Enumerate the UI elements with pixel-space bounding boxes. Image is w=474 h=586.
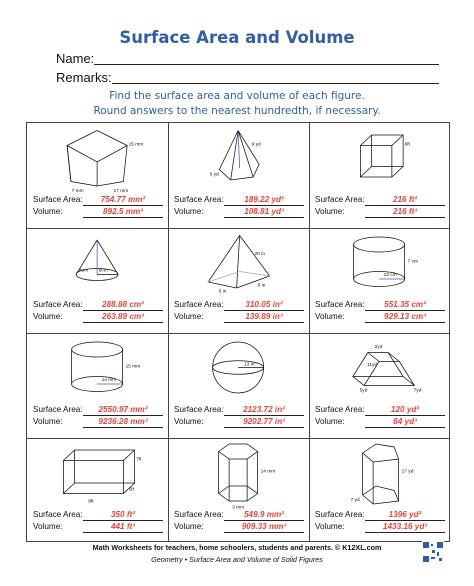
svg-text:13 in: 13 in xyxy=(244,362,255,368)
svg-text:17 mm: 17 mm xyxy=(113,189,129,194)
volume-answer[interactable]: 139.89 in³ xyxy=(224,312,304,323)
svg-text:11yd: 11yd xyxy=(367,363,378,368)
qr-code-icon xyxy=(422,541,444,563)
surface-area-label: Surface Area: xyxy=(33,510,83,519)
volume-answer[interactable]: 9202.77 in³ xyxy=(224,417,304,428)
problem-cell xyxy=(168,228,309,333)
surface-area-label: Surface Area: xyxy=(33,405,83,414)
svg-text:20 in: 20 in xyxy=(254,252,266,257)
surface-area-row xyxy=(315,195,418,204)
surface-area-row xyxy=(174,510,285,519)
surface-area-label: Surface Area: xyxy=(315,405,365,414)
svg-text:9ft: 9ft xyxy=(88,499,94,505)
cylinder-figure xyxy=(309,228,450,303)
volume-answer[interactable]: 892.5 mm³ xyxy=(83,207,163,218)
volume-label: Volume: xyxy=(315,312,345,321)
svg-text:9 yd: 9 yd xyxy=(251,142,261,148)
surface-area-label: Surface Area: xyxy=(174,405,224,414)
surface-area-row xyxy=(315,510,422,519)
svg-text:14 mm: 14 mm xyxy=(260,469,276,475)
volume-answer[interactable]: 9236.28 mm³ xyxy=(83,417,163,428)
surface-area-row xyxy=(33,510,136,519)
volume-row xyxy=(174,207,284,216)
volume-answer[interactable]: 909.33 mm³ xyxy=(224,522,304,533)
surface-area-label: Surface Area: xyxy=(174,510,224,519)
svg-text:6ft: 6ft xyxy=(404,142,410,148)
volume-label: Volume: xyxy=(33,417,63,426)
surface-area-answer[interactable]: 551.35 cm² xyxy=(365,300,445,311)
volume-answer[interactable]: 84 yd³ xyxy=(365,417,445,428)
svg-text:4cm: 4cm xyxy=(79,268,89,274)
remarks-label: Remarks: xyxy=(56,70,112,85)
surface-area-answer[interactable]: 549.9 mm² xyxy=(224,510,304,521)
surface-area-answer[interactable]: 754.77 mm² xyxy=(83,195,163,206)
svg-text:3 mm: 3 mm xyxy=(232,505,245,511)
problem-cell xyxy=(309,333,450,438)
surface-area-answer[interactable]: 216 ft² xyxy=(365,195,445,206)
surface-area-label: Surface Area: xyxy=(174,195,224,204)
svg-text:2yd: 2yd xyxy=(374,345,383,350)
svg-text:7yd: 7yd xyxy=(413,388,422,394)
surface-area-row xyxy=(174,300,283,309)
remarks-field[interactable] xyxy=(56,70,112,85)
surface-area-row xyxy=(33,300,144,309)
volume-label: Volume: xyxy=(315,522,345,531)
surface-area-answer[interactable]: 350 ft² xyxy=(83,510,163,521)
volume-row xyxy=(174,312,283,321)
svg-text:5yd: 5yd xyxy=(359,388,368,394)
volume-answer[interactable]: 108.81 yd³ xyxy=(224,207,304,218)
volume-label: Volume: xyxy=(174,417,204,426)
volume-row xyxy=(315,207,418,216)
footer-line-1: Math Worksheets for teachers, home schoolers, students and parents. © K12XL.com xyxy=(92,543,382,552)
volume-label: Volume: xyxy=(33,312,63,321)
problem-cell xyxy=(27,333,168,438)
volume-row xyxy=(33,312,144,321)
volume-row xyxy=(315,312,426,321)
problem-cell xyxy=(168,333,309,438)
surface-area-answer[interactable]: 2123.72 in² xyxy=(224,405,304,416)
svg-text:5 in: 5 in xyxy=(257,283,266,289)
svg-text:7 mm: 7 mm xyxy=(71,189,84,194)
problem-cell xyxy=(309,228,450,333)
svg-text:5ft: 5ft xyxy=(128,487,134,493)
volume-label: Volume: xyxy=(315,417,345,426)
surface-area-answer[interactable]: 189.22 yd² xyxy=(224,195,304,206)
volume-row xyxy=(315,417,417,426)
volume-answer[interactable]: 441 ft³ xyxy=(83,522,163,533)
cone-figure xyxy=(27,228,168,303)
pentagonal-pyramid-figure xyxy=(168,123,309,198)
footer-line-2: Geometry • Surface Area and Volume of Solid Figures xyxy=(151,555,323,564)
surface-area-answer[interactable]: 1396 yd² xyxy=(365,510,445,521)
volume-label: Volume: xyxy=(174,522,204,531)
surface-area-answer[interactable]: 120 yd² xyxy=(365,405,445,416)
svg-text:15 mm: 15 mm xyxy=(125,364,141,370)
surface-area-answer[interactable]: 288.88 cm² xyxy=(83,300,163,311)
volume-answer[interactable]: 1433.16 yd³ xyxy=(365,522,445,533)
surface-area-row xyxy=(33,405,148,414)
svg-text:7 yd: 7 yd xyxy=(350,498,360,503)
triangular-prism-figure xyxy=(27,123,168,198)
sphere-figure xyxy=(168,333,309,408)
volume-answer[interactable]: 216 ft³ xyxy=(365,207,445,218)
problem-cell xyxy=(168,123,309,228)
volume-answer[interactable]: 929.13 cm³ xyxy=(365,312,445,323)
surface-area-answer[interactable]: 310.05 in² xyxy=(224,300,304,311)
trapezoidal-prism-figure xyxy=(309,333,450,408)
surface-area-row xyxy=(315,405,420,414)
instruction-line-2: Round answers to the nearest hundredth, if necessary. xyxy=(93,105,381,117)
surface-area-label: Surface Area: xyxy=(315,510,365,519)
surface-area-label: Surface Area: xyxy=(315,300,365,309)
volume-label: Volume: xyxy=(33,207,63,216)
volume-label: Volume: xyxy=(174,312,204,321)
svg-text:7 cm: 7 cm xyxy=(407,259,419,265)
problem-grid xyxy=(26,122,450,542)
surface-area-row xyxy=(174,195,284,204)
volume-row xyxy=(33,417,148,426)
surface-area-label: Surface Area: xyxy=(33,300,83,309)
surface-area-row xyxy=(315,300,426,309)
volume-row xyxy=(33,522,136,531)
svg-text:7ft: 7ft xyxy=(136,457,142,463)
volume-row xyxy=(174,522,287,531)
pentagonal-prism-figure xyxy=(309,438,450,513)
surface-area-row xyxy=(174,405,285,414)
problem-cell xyxy=(168,438,309,543)
volume-answer[interactable]: 263.89 cm³ xyxy=(83,312,163,323)
rectangular-prism-figure xyxy=(27,438,168,513)
volume-label: Volume: xyxy=(33,522,63,531)
dim-label: 15 mm xyxy=(128,142,144,148)
svg-text:14 mm: 14 mm xyxy=(101,378,117,383)
hexagonal-prism-figure xyxy=(168,438,309,513)
square-pyramid-figure xyxy=(168,228,309,303)
surface-area-answer[interactable]: 2550.97 mm² xyxy=(83,405,163,416)
surface-area-label: Surface Area: xyxy=(33,195,83,204)
problem-cell xyxy=(27,228,168,333)
svg-text:13 cm: 13 cm xyxy=(383,273,397,278)
problem-cell xyxy=(27,438,168,543)
svg-text:6 yd: 6 yd xyxy=(209,172,219,178)
svg-text:17 yd: 17 yd xyxy=(401,469,414,475)
instruction-line-1: Find the surface area and volume of each figure. xyxy=(109,90,365,102)
volume-row xyxy=(33,207,144,216)
volume-label: Volume: xyxy=(315,207,345,216)
svg-text:6cm: 6cm xyxy=(98,268,108,274)
problem-cell xyxy=(27,123,168,228)
surface-area-label: Surface Area: xyxy=(315,195,365,204)
surface-area-label: Surface Area: xyxy=(174,300,224,309)
svg-text:5 in: 5 in xyxy=(218,289,227,295)
volume-label: Volume: xyxy=(174,207,204,216)
volume-row xyxy=(174,417,285,426)
surface-area-row xyxy=(33,195,146,204)
cube-figure xyxy=(309,123,450,198)
cylinder-figure xyxy=(27,333,168,408)
problem-cell xyxy=(309,438,450,543)
name-label: Name: xyxy=(56,51,95,66)
volume-row xyxy=(315,522,428,531)
worksheet-title: Surface Area and Volume xyxy=(119,28,355,47)
problem-cell xyxy=(309,123,450,228)
name-field[interactable] xyxy=(56,51,94,66)
